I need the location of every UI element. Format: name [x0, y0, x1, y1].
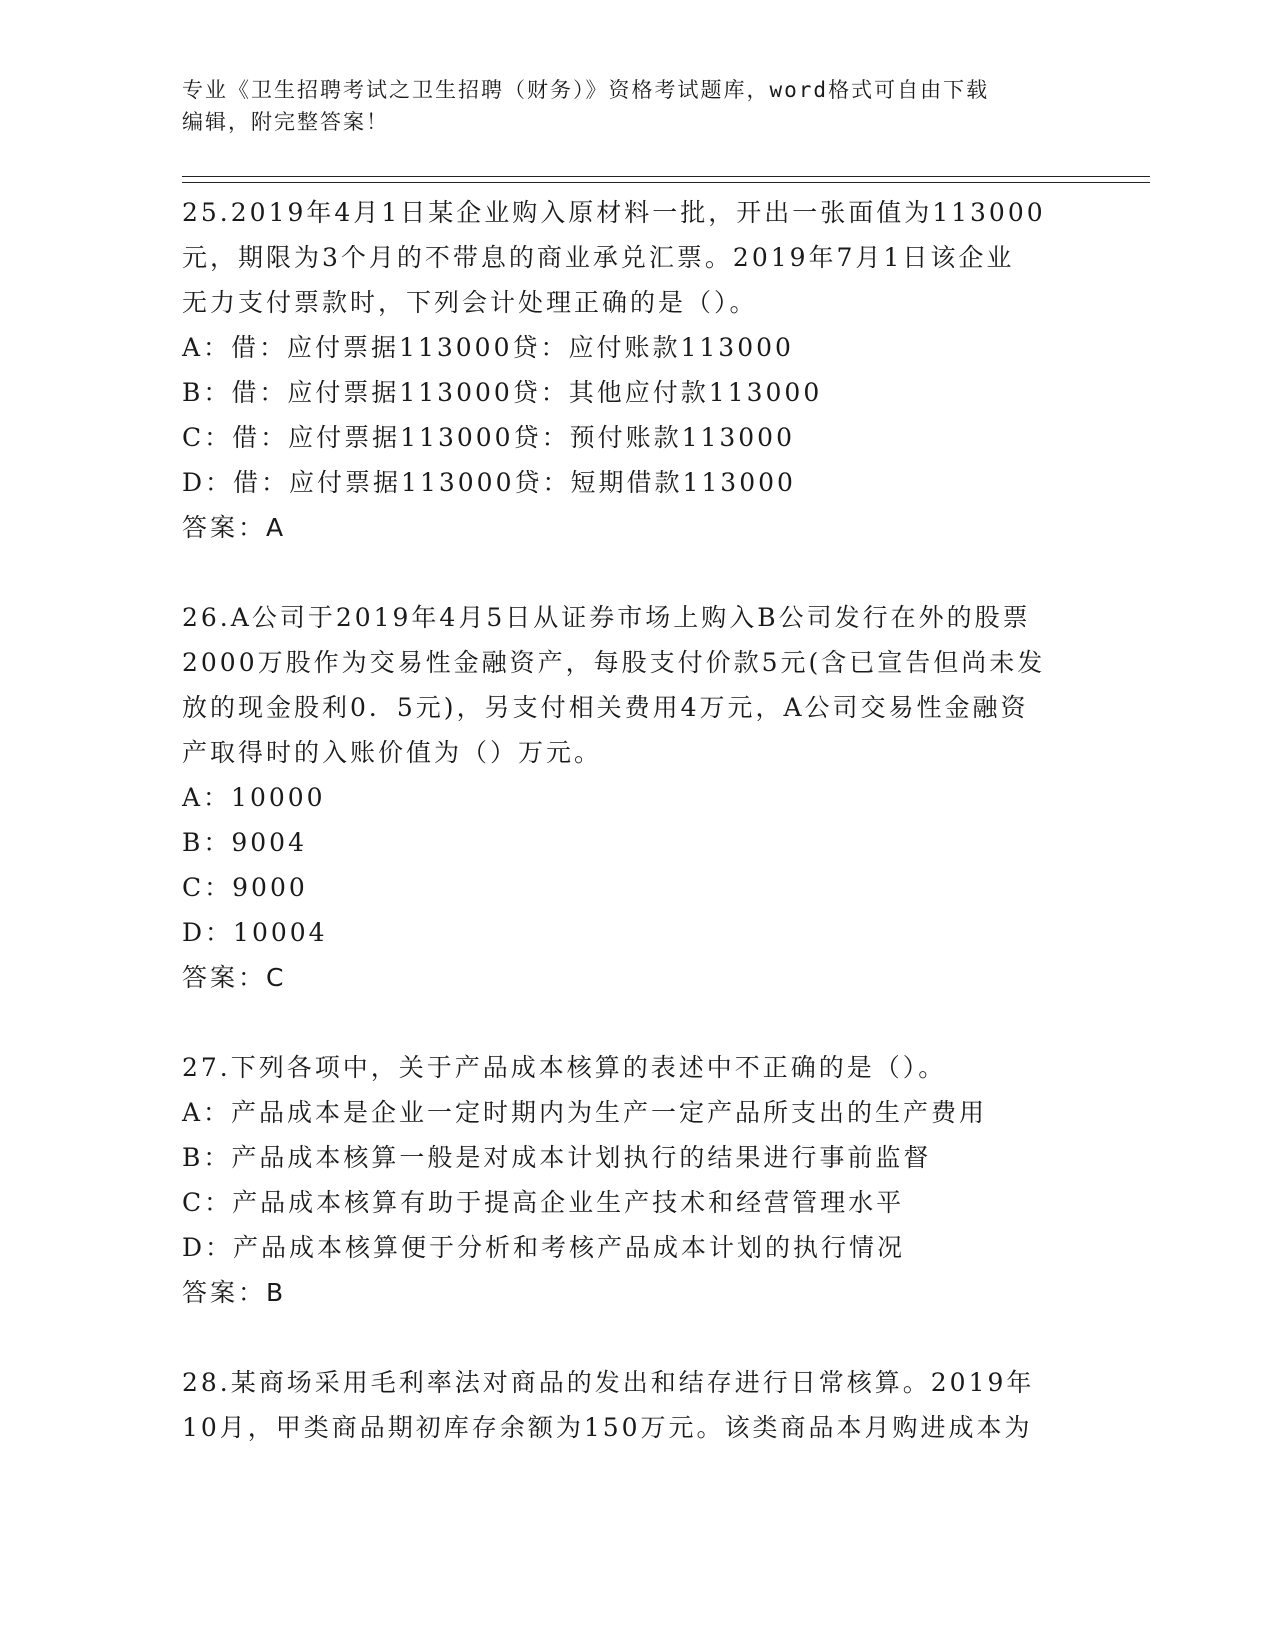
- question-25: [182, 190, 1082, 550]
- option-c: C：9000: [182, 873, 308, 902]
- question-text-line: 放的现金股利0．5元)，另支付相关费用4万元，A公司交易性金融资: [182, 693, 1029, 722]
- question-27: [182, 1045, 1082, 1315]
- header-line-2: 编辑，附完整答案！: [182, 110, 389, 134]
- header-divider-bottom: [182, 182, 1150, 183]
- option-d: D：借：应付票据113000贷：短期借款113000: [182, 468, 796, 497]
- answer-label: 答案：A: [182, 513, 287, 542]
- option-c: C：产品成本核算有助于提高企业生产技术和经营管理水平: [182, 1188, 905, 1217]
- question-text-line: 28.某商场采用毛利率法对商品的发出和结存进行日常核算。2019年: [182, 1368, 1035, 1397]
- page-header: [182, 74, 1062, 138]
- option-b: B：产品成本核算一般是对成本计划执行的结果进行事前监督: [182, 1143, 932, 1172]
- option-b: B：借：应付票据113000贷：其他应付款113000: [182, 378, 823, 407]
- header-divider-top: [182, 176, 1150, 177]
- option-a: A：借：应付票据113000贷：应付账款113000: [182, 333, 794, 362]
- question-text-line: 产取得时的入账价值为（）万元。: [182, 738, 603, 767]
- answer-label: 答案：B: [182, 1278, 287, 1307]
- question-text-line: 26.A公司于2019年4月5日从证券市场上购入B公司发行在外的股票: [182, 603, 1031, 632]
- header-line-1: 专业《卫生招聘考试之卫生招聘（财务）》资格考试题库，word格式可自由下载: [182, 78, 990, 102]
- question-text-line: 元，期限为3个月的不带息的商业承兑汇票。2019年7月1日该企业: [182, 243, 1015, 272]
- question-26: [182, 595, 1082, 1000]
- option-b: B：9004: [182, 828, 307, 857]
- question-list: [182, 190, 1082, 1495]
- question-text-line: 25.2019年4月1日某企业购入原材料一批，开出一张面值为113000: [182, 198, 1046, 227]
- answer-label: 答案：C: [182, 963, 287, 992]
- question-text-line: 2000万股作为交易性金融资产，每股支付价款5元(含已宣告但尚未发: [182, 648, 1046, 677]
- question-text-line: 27.下列各项中，关于产品成本核算的表述中不正确的是（）。: [182, 1053, 947, 1082]
- question-28: [182, 1360, 1082, 1450]
- option-a: A：产品成本是企业一定时期内为生产一定产品所支出的生产费用: [182, 1098, 988, 1127]
- question-text-line: 10月，甲类商品期初库存余额为150万元。该类商品本月购进成本为: [182, 1413, 1033, 1442]
- option-d: D：10004: [182, 918, 328, 947]
- question-text-line: 无力支付票款时，下列会计处理正确的是（）。: [182, 288, 758, 317]
- option-a: A：10000: [182, 783, 326, 812]
- option-d: D：产品成本核算便于分析和考核产品成本计划的执行情况: [182, 1233, 906, 1262]
- option-c: C：借：应付票据113000贷：预付账款113000: [182, 423, 795, 452]
